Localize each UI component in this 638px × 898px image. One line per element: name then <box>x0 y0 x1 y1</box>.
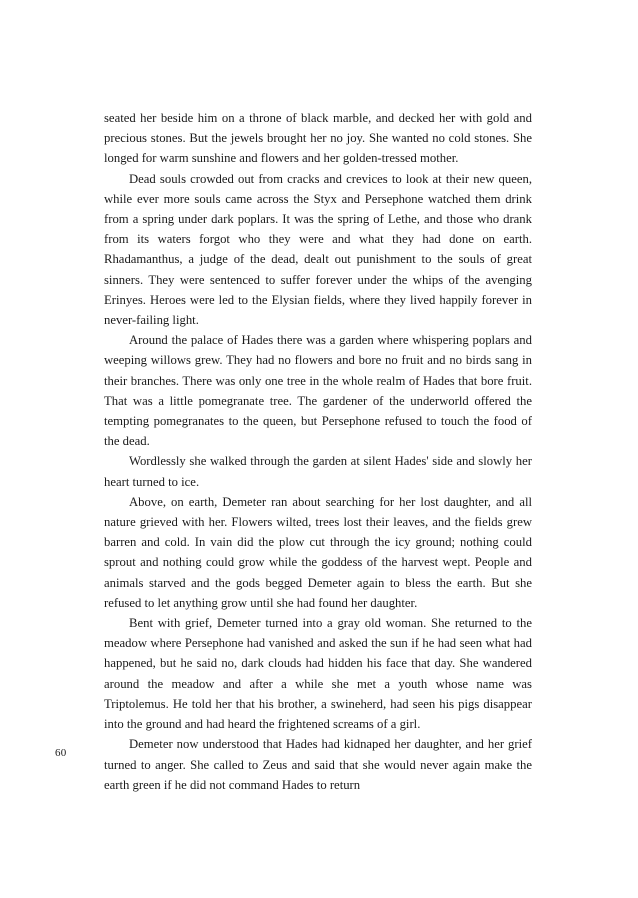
paragraph-demeter-grief: Bent with grief, Demeter turned into a gray old woman. She returned to the meadow where Persephone had vanished and asked the sun if he had seen what had happened, but he said no, dark clouds had hidden his face that day. She wandered around the meadow and after a while she met a youth whose name was Triptolemus. He told her that his brother, a swineherd, had seen his pigs disappear into the ground and had heard the frightened screams of a girl. <box>104 616 532 732</box>
page-number: 60 <box>55 747 67 759</box>
paragraph-continuation: seated her beside him on a throne of black marble, and decked her with gold and precious stones. But the jewels brought her no joy. She wanted no cold stones. She longed for warm sunshine and flowers and her golden-tressed mother. <box>104 111 532 166</box>
paragraph-dead-souls: Dead souls crowded out from cracks and crevices to look at their new queen, while ever more souls came across the Styx and Persephone watched them drink from a spring under dark poplars. It was the spring of Lethe, and those who drank from its waters forgot who they were and what they had done on earth. Rhadamanthus, a judge of the dead, dealt out punishment to the souls of great sinners. They were sentenced to suffer forever under the whips of the avenging Erinyes. Heroes were led to the Elysian fields, where they lived happily forever in never-failing light. <box>104 171 532 328</box>
body-text <box>104 108 532 795</box>
paragraph-demeter-searching: Above, on earth, Demeter ran about searching for her lost daughter, and all nature grieved with her. Flowers wilted, trees lost their leaves, and the fields grew barren and cold. In vain did the plow cut through the icy ground; nothing could sprout and nothing could grow while the goddess of the harvest wept. People and animals starved and the gods begged Demeter again to bless the earth. But she refused to let anything grow until she had found her daughter. <box>104 494 532 610</box>
paragraph-wordlessly: Wordlessly she walked through the garden at silent Hades' side and slowly her heart turned to ice. <box>104 454 532 489</box>
paragraph-garden: Around the palace of Hades there was a garden where whispering poplars and weeping willows grew. They had no flowers and bore no fruit and no birds sang in their branches. There was only one tree in the whole realm of Hades that bore fruit. That was a little pomegranate tree. The gardener of the underworld offered the tempting pomegranates to the queen, but Persephone refused to touch the food of the dead. <box>104 333 532 449</box>
paragraph-demeter-anger: Demeter now understood that Hades had kidnaped her daughter, and her grief turned to anger. She called to Zeus and said that she would never again make the earth green if he did not command Hades to return <box>104 737 532 792</box>
